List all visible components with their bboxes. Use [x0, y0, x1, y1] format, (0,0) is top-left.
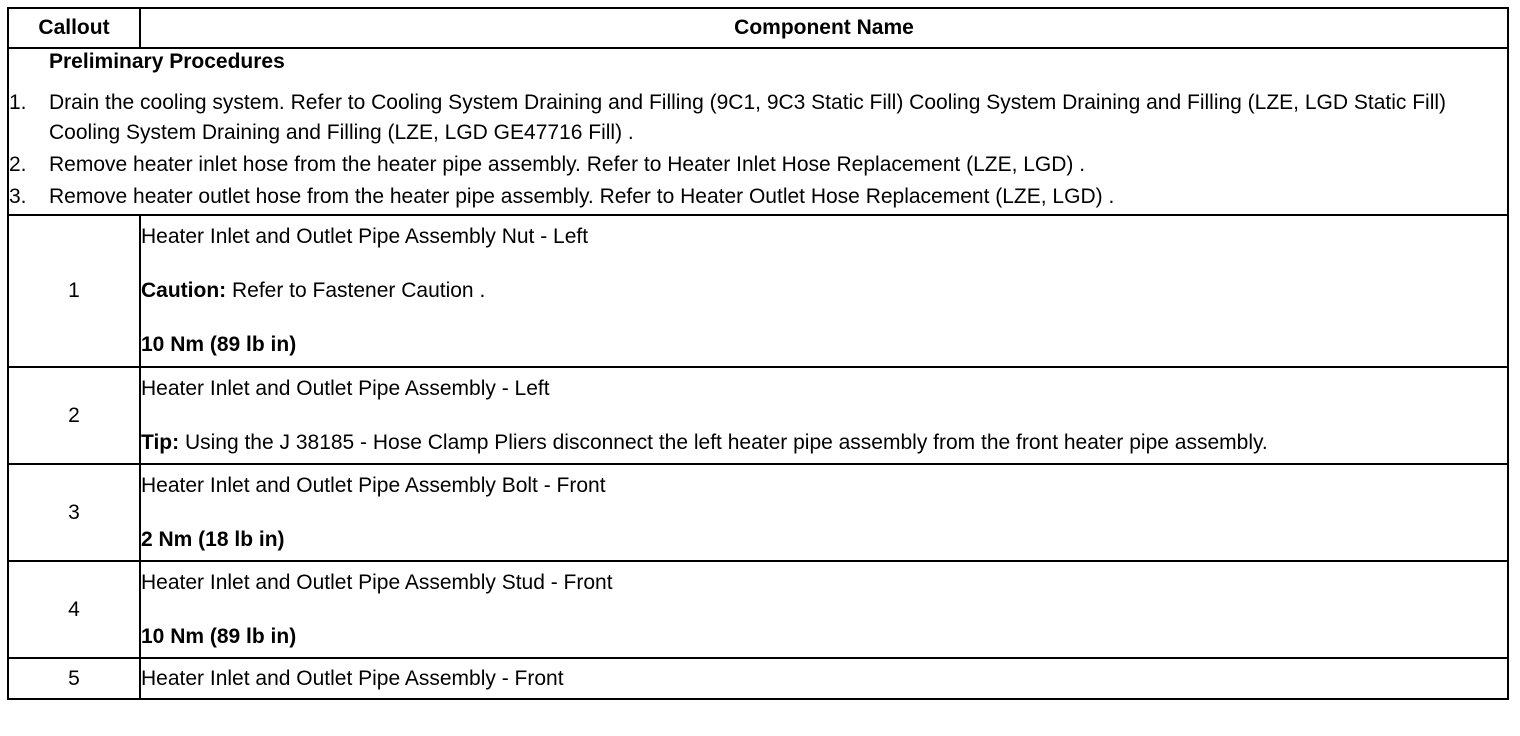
component-cell [140, 464, 1508, 561]
component-cell [140, 367, 1508, 464]
component-name: Heater Inlet and Outlet Pipe Assembly Stud - Front [141, 570, 613, 594]
table-row [8, 367, 1508, 464]
preliminary-steps-list [9, 88, 1507, 212]
preliminary-procedures-title: Preliminary Procedures [49, 50, 285, 73]
step-number: 1. [9, 91, 27, 114]
note-label: Tip: [141, 430, 180, 454]
preliminary-step [9, 182, 1507, 212]
preliminary-step [9, 88, 1507, 148]
callout-number: 1 [8, 215, 140, 367]
preliminary-procedures-row [8, 48, 1508, 215]
component-name: Heater Inlet and Outlet Pipe Assembly - Left [141, 376, 550, 400]
component-cell [140, 561, 1508, 658]
component-note [141, 278, 1507, 304]
callout-number: 5 [8, 658, 140, 699]
callout-number: 4 [8, 561, 140, 658]
component-cell [140, 658, 1508, 699]
note-text: Refer to Fastener Caution . [226, 279, 486, 302]
torque-spec: 10 Nm (89 lb in) [141, 624, 297, 648]
table-row [8, 658, 1508, 699]
step-text: Drain the cooling system. Refer to Cooling System Draining and Filling (9C1, 9C3 Static Fill) Cooling System Draining and Filling (LZE, LGD Static Fill) Cooling System Draining and Filling (LZE, LGD GE47716 Fill) . [49, 91, 1447, 144]
note-label: Caution: [141, 279, 227, 302]
note-text: Using the J 38185 - Hose Clamp Pliers disconnect the left heater pipe assembly from the front heater pipe assembly. [179, 430, 1268, 454]
step-number: 2. [9, 153, 27, 176]
component-note [141, 430, 1507, 456]
table-row [8, 464, 1508, 561]
torque-spec: 2 Nm (18 lb in) [141, 527, 285, 551]
component-name-column-header: Component Name [140, 8, 1508, 48]
component-name: Heater Inlet and Outlet Pipe Assembly Nut - Left [141, 225, 589, 248]
preliminary-step [9, 150, 1507, 180]
callout-number: 2 [8, 367, 140, 464]
callout-column-header: Callout [8, 8, 140, 48]
table-row [8, 561, 1508, 658]
table-row [8, 215, 1508, 367]
component-cell [140, 215, 1508, 367]
step-text: Remove heater inlet hose from the heater pipe assembly. Refer to Heater Inlet Hose Replacement (LZE, LGD) . [49, 153, 1086, 176]
preliminary-procedures-cell [8, 48, 1508, 215]
callout-number: 3 [8, 464, 140, 561]
torque-spec: 10 Nm (89 lb in) [141, 333, 297, 356]
component-name: Heater Inlet and Outlet Pipe Assembly - Front [141, 666, 564, 690]
component-name: Heater Inlet and Outlet Pipe Assembly Bolt - Front [141, 473, 606, 497]
callout-table [7, 7, 1509, 700]
step-text: Remove heater outlet hose from the heater pipe assembly. Refer to Heater Outlet Hose Replacement (LZE, LGD) . [49, 185, 1115, 208]
step-number: 3. [9, 185, 27, 208]
table-header-row [8, 8, 1508, 48]
